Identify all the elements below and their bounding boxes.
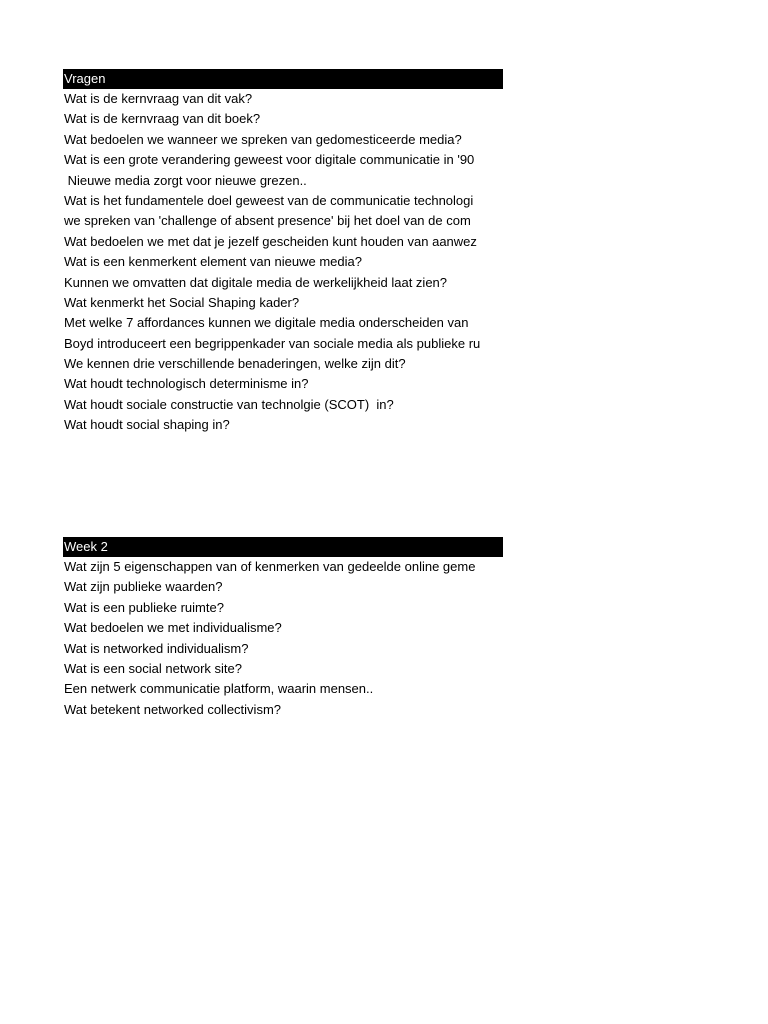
section-header[interactable]: Vragen bbox=[63, 69, 503, 89]
question-row[interactable]: Wat bedoelen we met dat je jezelf gescheiden kunt houden van aanwez bbox=[64, 233, 477, 249]
question-list bbox=[63, 89, 503, 436]
question-row[interactable]: Wat is een kenmerkent element van nieuwe media? bbox=[64, 254, 362, 270]
question-row[interactable]: we spreken van 'challenge of absent presence' bij het doel van de com bbox=[64, 213, 471, 229]
question-row[interactable]: Wat houdt technologisch determinisme in? bbox=[64, 376, 309, 392]
question-row[interactable]: Wat kenmerkt het Social Shaping kader? bbox=[64, 294, 300, 310]
question-row[interactable]: Wat is de kernvraag van dit boek? bbox=[64, 111, 261, 127]
question-row[interactable]: Nieuwe media zorgt voor nieuwe grezen.. bbox=[64, 172, 307, 188]
question-row[interactable]: Kunnen we omvatten dat digitale media de werkelijkheid laat zien? bbox=[64, 274, 448, 290]
question-row[interactable]: Wat bedoelen we met individualisme? bbox=[64, 620, 282, 636]
question-row[interactable]: Met welke 7 affordances kunnen we digitale media onderscheiden van bbox=[64, 315, 469, 331]
question-row[interactable]: Wat zijn publieke waarden? bbox=[64, 579, 223, 595]
question-row[interactable]: Wat is de kernvraag van dit vak? bbox=[64, 91, 253, 106]
question-row[interactable]: Wat zijn 5 eigenschappen van of kenmerken van gedeelde online geme bbox=[64, 559, 476, 574]
question-list bbox=[63, 557, 503, 720]
question-row[interactable]: Wat is een social network site? bbox=[64, 660, 242, 676]
section-vragen bbox=[63, 69, 503, 436]
question-row[interactable]: We kennen drie verschillende benaderingen, welke zijn dit? bbox=[64, 356, 406, 372]
question-row[interactable]: Wat houdt social shaping in? bbox=[64, 417, 230, 433]
section-header[interactable]: Week 2 bbox=[63, 537, 503, 557]
question-row[interactable]: Boyd introduceert een begrippenkader van sociale media als publieke ru bbox=[64, 335, 481, 351]
question-row[interactable]: Wat is een grote verandering geweest voor digitale communicatie in '90 bbox=[64, 152, 475, 168]
question-row[interactable]: Wat bedoelen we wanneer we spreken van gedomesticeerde media? bbox=[64, 131, 462, 147]
question-row[interactable]: Een netwerk communicatie platform, waarin mensen.. bbox=[64, 681, 374, 697]
question-row[interactable]: Wat betekent networked collectivism? bbox=[64, 701, 282, 717]
question-row[interactable]: Wat houdt sociale constructie van technolgie (SCOT) in? bbox=[64, 396, 394, 412]
question-row[interactable]: Wat is een publieke ruimte? bbox=[64, 599, 224, 615]
section-week-2 bbox=[63, 537, 503, 720]
question-row[interactable]: Wat is het fundamentele doel geweest van de communicatie technologi bbox=[64, 192, 474, 208]
question-row[interactable]: Wat is networked individualism? bbox=[64, 640, 249, 656]
